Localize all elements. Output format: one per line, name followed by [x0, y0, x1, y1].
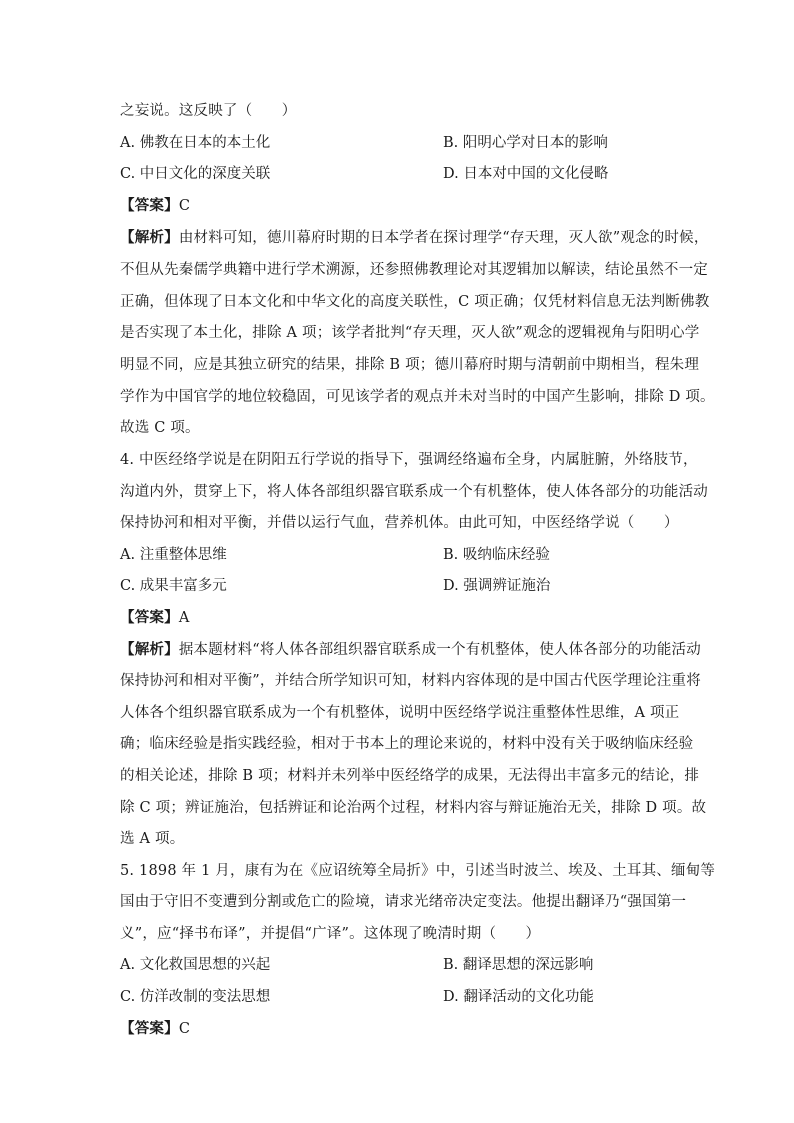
analysis-line: 选 A 项。	[120, 831, 185, 847]
option-b: B. 阳明心学对日本的影响	[443, 135, 608, 151]
question-stem: 之妄说。这反映了（ ）	[120, 103, 297, 119]
analysis-line	[120, 228, 709, 248]
answer-row	[120, 196, 680, 216]
question-stem: 5. 1898 年 1 月，康有为在《应诏统筹全局折》中，引述当时波兰、埃及、土耳其、缅甸等	[120, 863, 716, 879]
option-b: B. 吸纳临床经验	[443, 547, 550, 563]
answer-label: 【答案】	[120, 197, 179, 214]
answer-label: 【答案】	[120, 1020, 179, 1037]
option-a: A. 佛教在日本的本土化	[120, 135, 271, 151]
analysis-line: 人体各个组织器官联系成为一个有机整体，说明中医经络学说注重整体性思维，A 项正	[120, 705, 680, 721]
analysis-line: 保持协河和相对平衡”，并结合所学知识可知，材料内容体现的是中国古代医学理论注重将	[120, 673, 701, 689]
analysis-line: 是否实现了本土化，排除 A 项；该学者批判“存天理，灭人欲”观念的逻辑视角与阳明心学	[120, 325, 700, 341]
answer-row	[120, 608, 680, 628]
analysis-line: 正确，但体现了日本文化和中华文化的高度关联性，C 项正确；仅凭材料信息无法判断佛教	[120, 294, 710, 310]
question-stem: 保持协河和相对平衡，并借以运行气血，营养机体。由此可知，中医经络学说（ ）	[120, 515, 679, 531]
analysis-line: 不但从先秦儒学典籍中进行学术溯源，还参照佛教理论对其逻辑加以解读，结论虽然不一定	[120, 262, 708, 278]
analysis-line: 故选 C 项。	[120, 420, 200, 436]
answer-label: 【答案】	[120, 609, 179, 626]
option-c: C. 仿洋改制的变法思想	[120, 989, 271, 1005]
analysis-line: 学作为中国官学的地位较稳固，可见该学者的观点并未对当时的中国产生影响，排除 D 项。	[120, 389, 715, 405]
analysis-line: 确；临床经验是指实践经验，相对于书本上的理论来说的，材料中没有关于吸纳临床经验	[120, 736, 694, 752]
option-d: D. 日本对中国的文化侵略	[443, 166, 609, 182]
analysis-label: 【解析】	[120, 229, 179, 246]
question-stem: 义”，应“择书布译”，并提倡“广译”。这体现了晚清时期（ ）	[120, 926, 541, 942]
question-stem: 4. 中医经络学说是在阴阳五行学说的指导下，强调经络遍布全身，内属脏腑，外络肢节，	[120, 452, 698, 468]
option-c: C. 成果丰富多元	[120, 578, 227, 594]
analysis-line: 明显不同，应是其独立研究的结果，排除 B 项；德川幕府时期与清朝前中期相当，程朱理	[120, 357, 700, 373]
answer-value: A	[178, 610, 190, 626]
answer-value: C	[178, 1021, 191, 1037]
option-b: B. 翻译思想的深远影响	[443, 957, 594, 973]
analysis-line: 除 C 项；辨证施治，包括辨证和论治两个过程，材料内容与辩证施治无关，排除 D 项。故	[120, 800, 707, 816]
option-a: A. 注重整体思维	[120, 547, 227, 563]
answer-row	[120, 1019, 680, 1039]
analysis-text: 由材料可知，德川幕府时期的日本学者在探讨理学“存天理，灭人欲”观念的时候，	[178, 230, 709, 246]
analysis-line: 的相关论述，排除 B 项；材料并未列举中医经络学的成果，无法得出丰富多元的结论，排	[120, 768, 700, 784]
analysis-label: 【解析】	[120, 641, 179, 658]
analysis-text: 据本题材料“将人体各部组织器官联系成一个有机整体，使人体各部分的功能活动	[178, 642, 701, 658]
question-stem: 沟道内外，贯穿上下，将人体各部组织器官联系成一个有机整体，使人体各部分的功能活动	[120, 484, 708, 500]
analysis-line	[120, 640, 701, 660]
option-d: D. 强调辨证施治	[443, 578, 551, 594]
option-d: D. 翻译活动的文化功能	[443, 989, 594, 1005]
question-stem: 国由于守旧不变遭到分割或危亡的险境，请求光绪帝决定变法。他提出翻译乃“强国第一	[120, 894, 687, 910]
option-a: A. 文化救国思想的兴起	[120, 957, 271, 973]
answer-value: C	[178, 198, 191, 214]
option-c: C. 中日文化的深度关联	[120, 166, 271, 182]
